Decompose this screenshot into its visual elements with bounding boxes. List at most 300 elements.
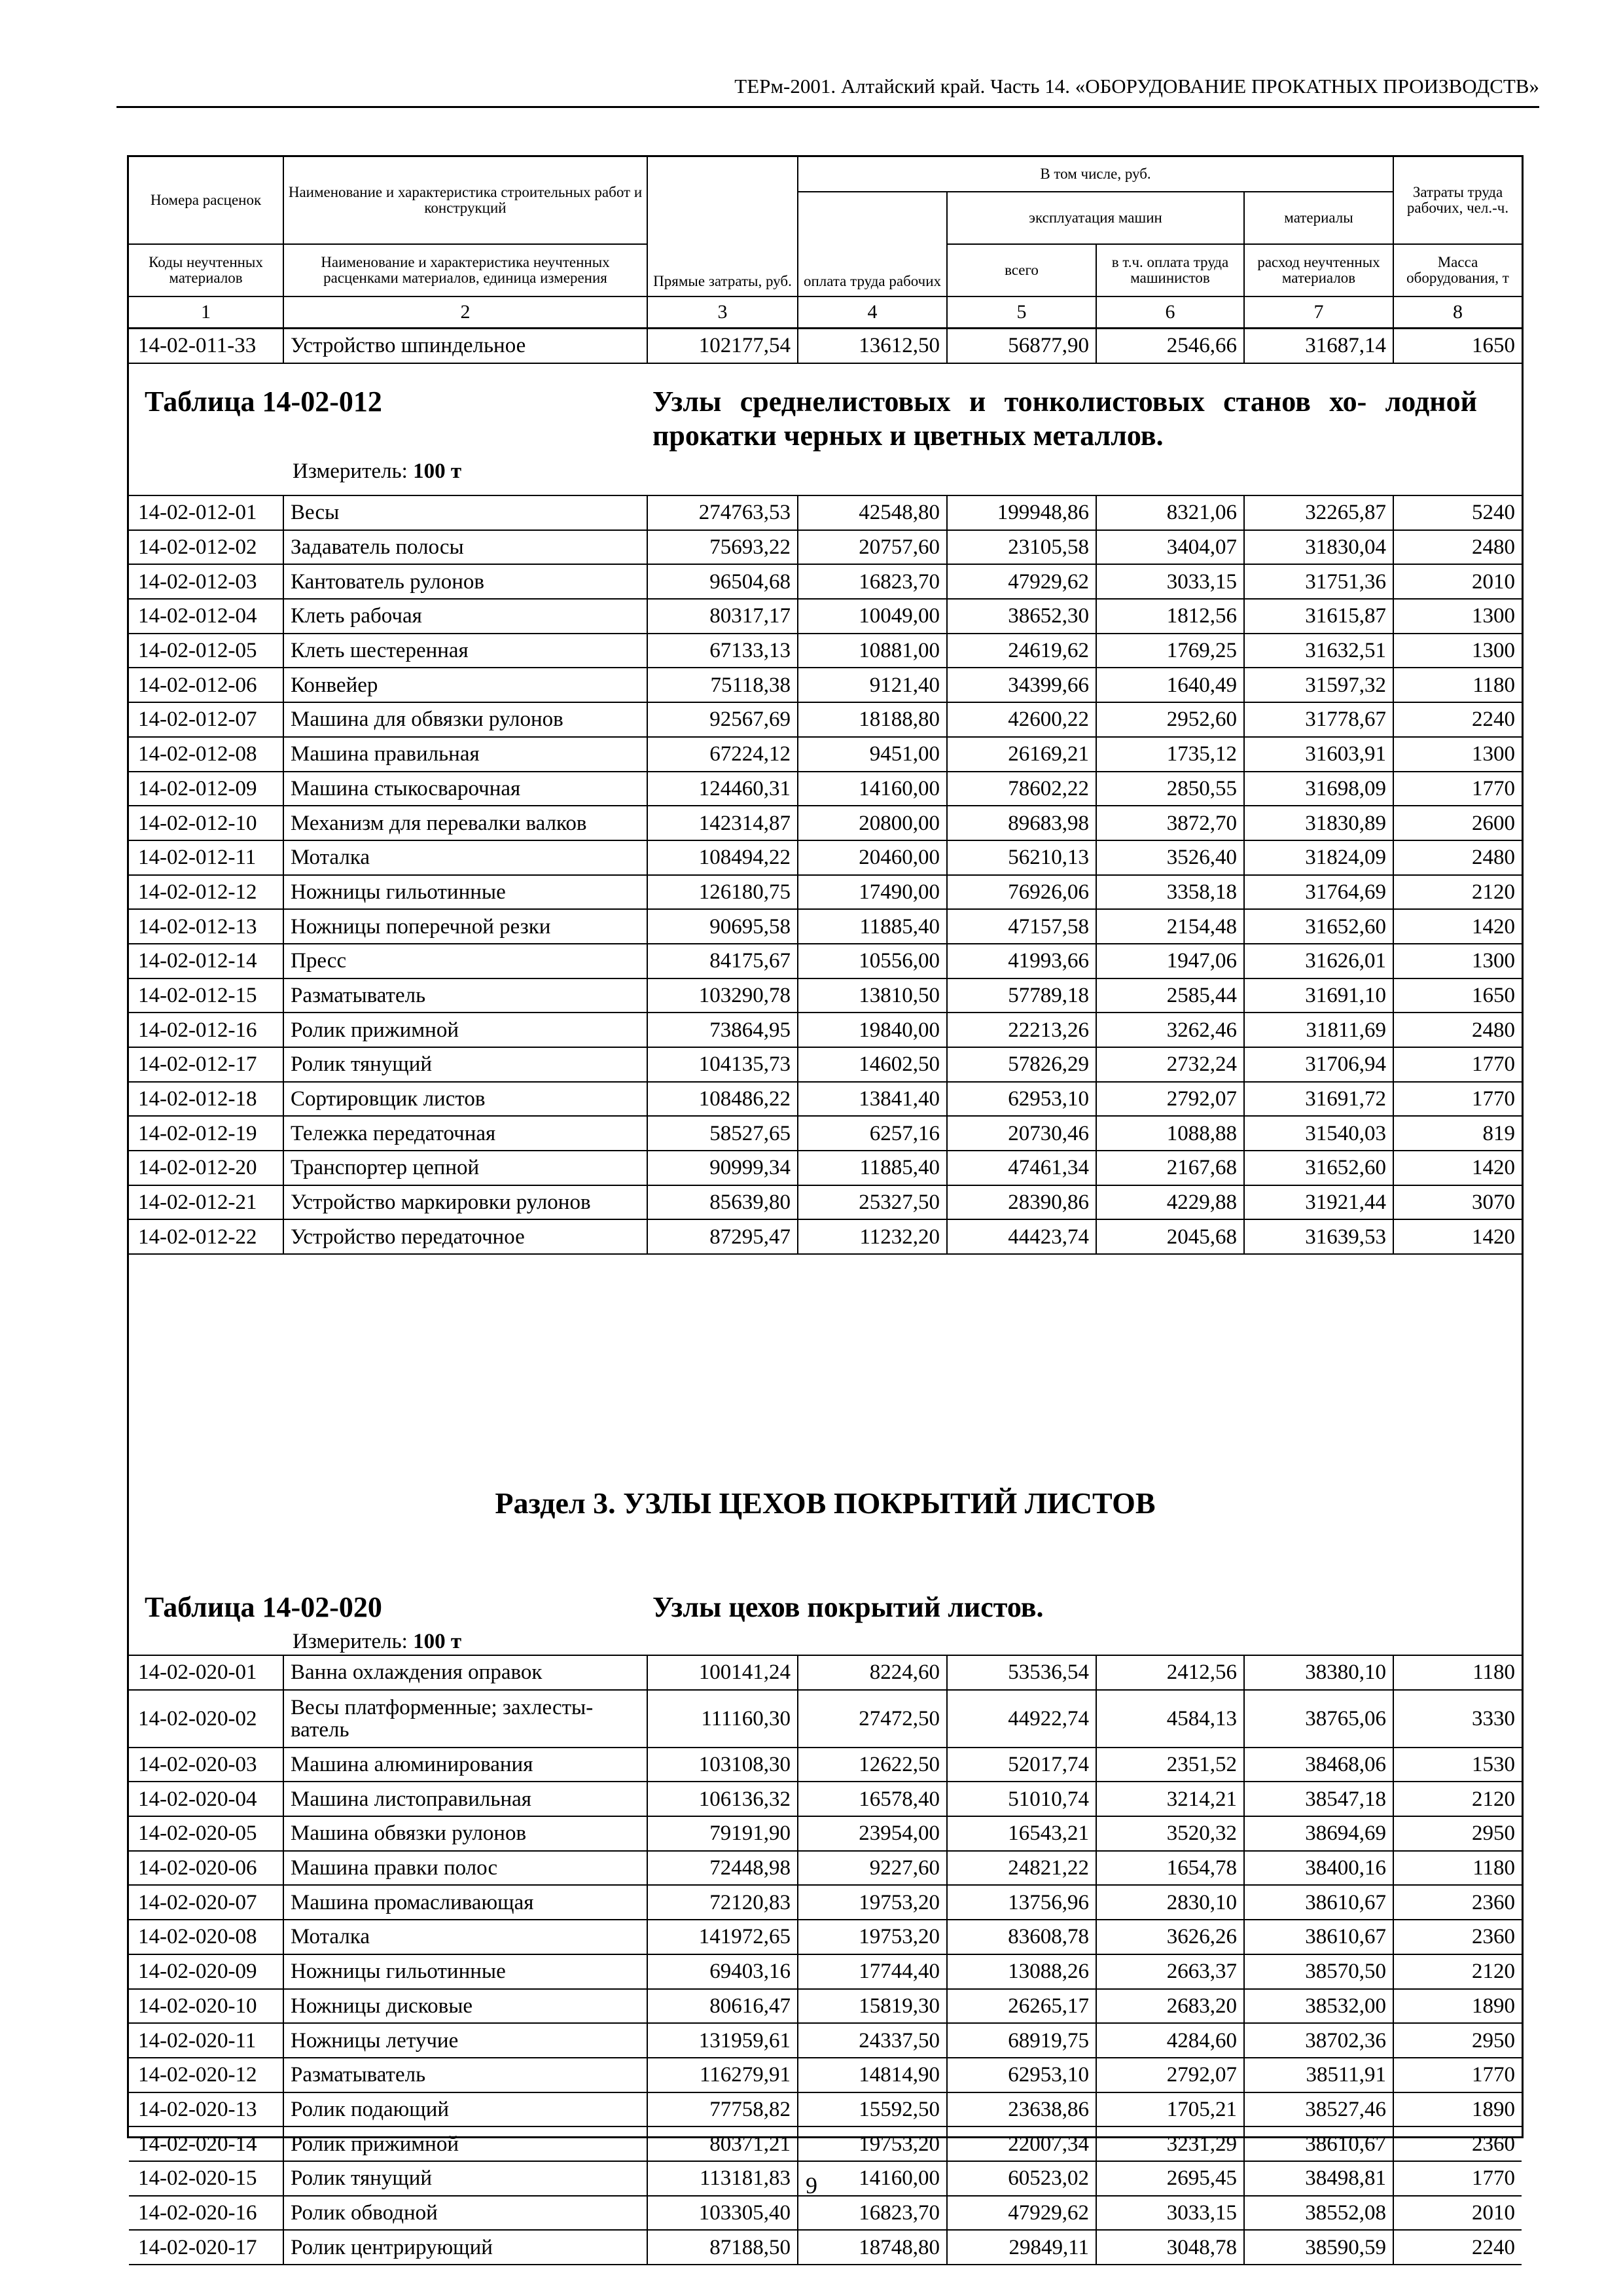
materials-cost: 31698,09 xyxy=(1244,772,1393,806)
equipment-mass: 3330 xyxy=(1393,1690,1522,1748)
operator-cost: 3033,15 xyxy=(1096,564,1244,599)
operator-cost: 2546,66 xyxy=(1096,329,1244,363)
labor-cost: 19753,20 xyxy=(798,1920,947,1954)
work-name: Ролик прижимной xyxy=(283,2126,647,2161)
materials-cost: 38547,18 xyxy=(1244,1782,1393,1816)
rate-code: 14-02-020-06 xyxy=(129,1851,283,1886)
table-012 xyxy=(129,495,1522,1255)
rate-code: 14-02-012-07 xyxy=(129,702,283,737)
table-020-title: Узлы цехов покрытий листов. xyxy=(652,1591,1044,1623)
machine-cost: 16543,21 xyxy=(947,1816,1096,1851)
materials-cost: 31830,04 xyxy=(1244,530,1393,565)
materials-cost: 31652,60 xyxy=(1244,1151,1393,1185)
labor-cost: 10556,00 xyxy=(798,944,947,978)
materials-cost: 38610,67 xyxy=(1244,1885,1393,1920)
table-row xyxy=(129,978,1522,1013)
rate-code: 14-02-020-17 xyxy=(129,2230,283,2265)
direct-cost: 274763,53 xyxy=(647,495,798,530)
operator-cost: 1088,88 xyxy=(1096,1116,1244,1151)
machine-cost: 56210,13 xyxy=(947,840,1096,875)
rate-code: 14-02-012-03 xyxy=(129,564,283,599)
table-row xyxy=(129,1219,1522,1254)
work-name: Ножницы поперечной резки xyxy=(283,909,647,944)
machine-cost: 52017,74 xyxy=(947,1748,1096,1782)
direct-cost: 108494,22 xyxy=(647,840,798,875)
materials-cost: 38570,50 xyxy=(1244,1954,1393,1989)
materials-cost: 31706,94 xyxy=(1244,1047,1393,1082)
labor-cost: 13612,50 xyxy=(798,329,947,363)
equipment-mass: 2480 xyxy=(1393,530,1522,565)
rate-code: 14-02-012-17 xyxy=(129,1047,283,1082)
page-number: 9 xyxy=(806,2172,817,2198)
table-row xyxy=(129,1851,1522,1886)
measure-label: Измеритель: xyxy=(293,1630,408,1653)
machine-cost: 13756,96 xyxy=(947,1885,1096,1920)
work-name: Сортировщик листов xyxy=(283,1082,647,1117)
equipment-mass: 1180 xyxy=(1393,1851,1522,1886)
direct-cost: 87188,50 xyxy=(647,2230,798,2265)
equipment-mass: 1180 xyxy=(1393,1655,1522,1690)
header-col3: Прямые затраты, руб. xyxy=(647,157,798,296)
machine-cost: 47157,58 xyxy=(947,909,1096,944)
rate-code: 14-02-020-16 xyxy=(129,2196,283,2231)
labor-cost: 13810,50 xyxy=(798,978,947,1013)
labor-cost: 27472,50 xyxy=(798,1690,947,1748)
header-group: В том числе, руб. xyxy=(798,157,1393,192)
table-row xyxy=(129,329,1522,363)
machine-cost: 29849,11 xyxy=(947,2230,1096,2265)
work-name: Устройство передаточное xyxy=(283,1219,647,1254)
table-row xyxy=(129,1690,1522,1748)
labor-cost: 16578,40 xyxy=(798,1782,947,1816)
direct-cost: 73864,95 xyxy=(647,1013,798,1047)
labor-cost: 42548,80 xyxy=(798,495,947,530)
machine-cost: 47461,34 xyxy=(947,1151,1096,1185)
direct-cost: 103108,30 xyxy=(647,1748,798,1782)
machine-cost: 23638,86 xyxy=(947,2092,1096,2127)
machine-cost: 56877,90 xyxy=(947,329,1096,363)
rate-code: 14-02-020-09 xyxy=(129,1954,283,1989)
materials-cost: 31811,69 xyxy=(1244,1013,1393,1047)
equipment-mass: 2240 xyxy=(1393,2230,1522,2265)
labor-cost: 19840,00 xyxy=(798,1013,947,1047)
operator-cost: 2351,52 xyxy=(1096,1748,1244,1782)
operator-cost: 1705,21 xyxy=(1096,2092,1244,2127)
header-col4: оплата труда рабочих xyxy=(798,192,947,296)
work-name: Весы xyxy=(283,495,647,530)
equipment-mass: 1770 xyxy=(1393,2058,1522,2092)
work-name: Ролик прижимной xyxy=(283,1013,647,1047)
table-row xyxy=(129,599,1522,634)
labor-cost: 25327,50 xyxy=(798,1185,947,1220)
rate-code: 14-02-011-33 xyxy=(129,329,283,363)
materials-cost: 38765,06 xyxy=(1244,1690,1393,1748)
machine-cost: 62953,10 xyxy=(947,2058,1096,2092)
operator-cost: 3872,70 xyxy=(1096,806,1244,840)
machine-cost: 34399,66 xyxy=(947,668,1096,702)
labor-cost: 20800,00 xyxy=(798,806,947,840)
machine-cost: 22213,26 xyxy=(947,1013,1096,1047)
work-name: Устройство маркировки рулонов xyxy=(283,1185,647,1220)
equipment-mass: 1770 xyxy=(1393,772,1522,806)
equipment-mass: 2950 xyxy=(1393,2023,1522,2058)
equipment-mass: 2010 xyxy=(1393,564,1522,599)
table-row xyxy=(129,2023,1522,2058)
operator-cost: 1735,12 xyxy=(1096,737,1244,772)
direct-cost: 108486,22 xyxy=(647,1082,798,1117)
materials-cost: 31824,09 xyxy=(1244,840,1393,875)
materials-cost: 38590,59 xyxy=(1244,2230,1393,2265)
work-name: Весы платформенные; захлесты- ватель xyxy=(283,1690,647,1748)
machine-cost: 13088,26 xyxy=(947,1954,1096,1989)
direct-cost: 124460,31 xyxy=(647,772,798,806)
table-row xyxy=(129,1920,1522,1954)
machine-cost: 20730,46 xyxy=(947,1116,1096,1151)
direct-cost: 113181,83 xyxy=(647,2161,798,2196)
labor-cost: 17744,40 xyxy=(798,1954,947,1989)
equipment-mass: 1420 xyxy=(1393,909,1522,944)
materials-cost: 31687,14 xyxy=(1244,329,1393,363)
table-row xyxy=(129,1013,1522,1047)
materials-cost: 38610,67 xyxy=(1244,1920,1393,1954)
machine-cost: 89683,98 xyxy=(947,806,1096,840)
equipment-mass: 1300 xyxy=(1393,944,1522,978)
operator-cost: 1640,49 xyxy=(1096,668,1244,702)
work-name: Клеть шестеренная xyxy=(283,634,647,668)
operator-cost: 2792,07 xyxy=(1096,2058,1244,2092)
machine-cost: 22007,34 xyxy=(947,2126,1096,2161)
column-number: 5 xyxy=(947,296,1096,328)
direct-cost: 142314,87 xyxy=(647,806,798,840)
section-title: Раздел 3. УЗЛЫ ЦЕХОВ ПОКРЫТИЙ ЛИСТОВ xyxy=(495,1486,1156,1520)
header-col1-top: Номера расценок xyxy=(129,157,283,244)
page-header: ТЕРм-2001. Алтайский край. Часть 14. «ОБОРУДОВАНИЕ ПРОКАТНЫХ ПРОИЗВОДСТВ» xyxy=(116,73,1539,108)
column-number: 2 xyxy=(283,296,647,328)
direct-cost: 75118,38 xyxy=(647,668,798,702)
table-012-number: Таблица 14-02-012 xyxy=(145,386,382,418)
operator-cost: 3262,46 xyxy=(1096,1013,1244,1047)
operator-cost: 2585,44 xyxy=(1096,978,1244,1013)
table-row xyxy=(129,634,1522,668)
direct-cost: 85639,80 xyxy=(647,1185,798,1220)
table-row xyxy=(129,1782,1522,1816)
machine-cost: 24619,62 xyxy=(947,634,1096,668)
table-row xyxy=(129,564,1522,599)
direct-cost: 103305,40 xyxy=(647,2196,798,2231)
labor-cost: 14602,50 xyxy=(798,1047,947,1082)
direct-cost: 87295,47 xyxy=(647,1219,798,1254)
operator-cost: 3626,26 xyxy=(1096,1920,1244,1954)
labor-cost: 14160,00 xyxy=(798,2161,947,2196)
direct-cost: 77758,82 xyxy=(647,2092,798,2127)
header-col1-bottom: Коды неучтенных материалов xyxy=(129,244,283,296)
operator-cost: 2167,68 xyxy=(1096,1151,1244,1185)
materials-cost: 31830,89 xyxy=(1244,806,1393,840)
table-020-measure xyxy=(293,1630,461,1654)
labor-cost: 10049,00 xyxy=(798,599,947,634)
machine-cost: 42600,22 xyxy=(947,702,1096,737)
rate-code: 14-02-012-19 xyxy=(129,1116,283,1151)
labor-cost: 17490,00 xyxy=(798,875,947,910)
operator-cost: 2412,56 xyxy=(1096,1655,1244,1690)
labor-cost: 19753,20 xyxy=(798,2126,947,2161)
labor-cost: 9121,40 xyxy=(798,668,947,702)
materials-cost: 31691,72 xyxy=(1244,1082,1393,1117)
work-name: Ролик подающий xyxy=(283,2092,647,2127)
rate-code: 14-02-012-12 xyxy=(129,875,283,910)
rate-code: 14-02-020-08 xyxy=(129,1920,283,1954)
column-number: 6 xyxy=(1096,296,1244,328)
header-col2-top: Наименование и характеристика строительных работ и конструкций xyxy=(283,157,647,244)
rate-code: 14-02-012-21 xyxy=(129,1185,283,1220)
direct-cost: 96504,68 xyxy=(647,564,798,599)
direct-cost: 72448,98 xyxy=(647,1851,798,1886)
operator-cost: 8321,06 xyxy=(1096,495,1244,530)
equipment-mass: 3070 xyxy=(1393,1185,1522,1220)
work-name: Устройство шпиндельное xyxy=(283,329,647,363)
labor-cost: 19753,20 xyxy=(798,1885,947,1920)
direct-cost: 79191,90 xyxy=(647,1816,798,1851)
work-name: Ванна охлаждения оправок xyxy=(283,1655,647,1690)
equipment-mass: 1300 xyxy=(1393,737,1522,772)
equipment-mass: 819 xyxy=(1393,1116,1522,1151)
direct-cost: 69403,16 xyxy=(647,1954,798,1989)
labor-cost: 15819,30 xyxy=(798,1989,947,2024)
equipment-mass: 1890 xyxy=(1393,2092,1522,2127)
rate-code: 14-02-020-13 xyxy=(129,2092,283,2127)
table-020-number: Таблица 14-02-020 xyxy=(145,1591,382,1623)
machine-cost: 76926,06 xyxy=(947,875,1096,910)
direct-cost: 58527,65 xyxy=(647,1116,798,1151)
direct-cost: 80371,21 xyxy=(647,2126,798,2161)
equipment-mass: 1420 xyxy=(1393,1219,1522,1254)
operator-cost: 2792,07 xyxy=(1096,1082,1244,1117)
work-name: Машина алюминирования xyxy=(283,1748,647,1782)
machine-cost: 68919,75 xyxy=(947,2023,1096,2058)
operator-cost: 3404,07 xyxy=(1096,530,1244,565)
labor-cost: 20460,00 xyxy=(798,840,947,875)
header-col8-bottom: Масса оборудования, т xyxy=(1393,244,1522,296)
direct-cost: 131959,61 xyxy=(647,2023,798,2058)
labor-cost: 10881,00 xyxy=(798,634,947,668)
table-row xyxy=(129,1885,1522,1920)
machine-cost: 78602,22 xyxy=(947,772,1096,806)
materials-cost: 31632,51 xyxy=(1244,634,1393,668)
materials-cost: 38532,00 xyxy=(1244,1989,1393,2024)
work-name: Ножницы летучие xyxy=(283,2023,647,2058)
materials-cost: 38702,36 xyxy=(1244,2023,1393,2058)
labor-cost: 9451,00 xyxy=(798,737,947,772)
machine-cost: 83608,78 xyxy=(947,1920,1096,1954)
machine-cost: 28390,86 xyxy=(947,1185,1096,1220)
carry-over-table xyxy=(129,328,1522,364)
operator-cost: 2683,20 xyxy=(1096,1989,1244,2024)
column-number: 8 xyxy=(1393,296,1522,328)
equipment-mass: 2010 xyxy=(1393,2196,1522,2231)
machine-cost: 44922,74 xyxy=(947,1690,1096,1748)
rate-code: 14-02-012-10 xyxy=(129,806,283,840)
machine-cost: 51010,74 xyxy=(947,1782,1096,1816)
materials-cost: 31639,53 xyxy=(1244,1219,1393,1254)
work-name: Механизм для перевалки валков xyxy=(283,806,647,840)
operator-cost: 2850,55 xyxy=(1096,772,1244,806)
machine-cost: 53536,54 xyxy=(947,1655,1096,1690)
work-name: Машина правильная xyxy=(283,737,647,772)
rate-code: 14-02-012-02 xyxy=(129,530,283,565)
equipment-mass: 1300 xyxy=(1393,634,1522,668)
table-row xyxy=(129,840,1522,875)
table-row xyxy=(129,1989,1522,2024)
direct-cost: 67133,13 xyxy=(647,634,798,668)
equipment-mass: 1650 xyxy=(1393,978,1522,1013)
rate-code: 14-02-020-05 xyxy=(129,1816,283,1851)
materials-cost: 38380,10 xyxy=(1244,1655,1393,1690)
table-row xyxy=(129,1082,1522,1117)
direct-cost: 102177,54 xyxy=(647,329,798,363)
machine-cost: 47929,62 xyxy=(947,2196,1096,2231)
table-row xyxy=(129,530,1522,565)
operator-cost: 4584,13 xyxy=(1096,1690,1244,1748)
rate-code: 14-02-012-18 xyxy=(129,1082,283,1117)
labor-cost: 11885,40 xyxy=(798,909,947,944)
equipment-mass: 2120 xyxy=(1393,875,1522,910)
materials-cost: 38498,81 xyxy=(1244,2161,1393,2196)
direct-cost: 92567,69 xyxy=(647,702,798,737)
work-name: Кантователь рулонов xyxy=(283,564,647,599)
machine-cost: 47929,62 xyxy=(947,564,1096,599)
materials-cost: 31603,91 xyxy=(1244,737,1393,772)
column-number: 4 xyxy=(798,296,947,328)
equipment-mass: 1300 xyxy=(1393,599,1522,634)
work-name: Ролик обводной xyxy=(283,2196,647,2231)
work-name: Ножницы гильотинные xyxy=(283,875,647,910)
operator-cost: 2732,24 xyxy=(1096,1047,1244,1082)
operator-cost: 2952,60 xyxy=(1096,702,1244,737)
operator-cost: 3520,32 xyxy=(1096,1816,1244,1851)
materials-cost: 31691,10 xyxy=(1244,978,1393,1013)
direct-cost: 90999,34 xyxy=(647,1151,798,1185)
operator-cost: 1947,06 xyxy=(1096,944,1244,978)
work-name: Машина обвязки рулонов xyxy=(283,1816,647,1851)
column-number: 7 xyxy=(1244,296,1393,328)
rate-code: 14-02-020-11 xyxy=(129,2023,283,2058)
equipment-mass: 2360 xyxy=(1393,2126,1522,2161)
equipment-mass: 1890 xyxy=(1393,1989,1522,2024)
machine-cost: 38652,30 xyxy=(947,599,1096,634)
materials-cost: 31921,44 xyxy=(1244,1185,1393,1220)
direct-cost: 104135,73 xyxy=(647,1047,798,1082)
materials-cost: 38511,91 xyxy=(1244,2058,1393,2092)
materials-cost: 31764,69 xyxy=(1244,875,1393,910)
operator-cost: 1769,25 xyxy=(1096,634,1244,668)
rate-code: 14-02-020-02 xyxy=(129,1690,283,1748)
table-row xyxy=(129,1116,1522,1151)
materials-cost: 38694,69 xyxy=(1244,1816,1393,1851)
rate-code: 14-02-020-15 xyxy=(129,2161,283,2196)
equipment-mass: 5240 xyxy=(1393,495,1522,530)
equipment-mass: 1420 xyxy=(1393,1151,1522,1185)
rate-code: 14-02-012-06 xyxy=(129,668,283,702)
equipment-mass: 1650 xyxy=(1393,329,1522,363)
labor-cost: 6257,16 xyxy=(798,1116,947,1151)
operator-cost: 3358,18 xyxy=(1096,875,1244,910)
work-name: Ролик тянущий xyxy=(283,2161,647,2196)
equipment-mass: 2360 xyxy=(1393,1920,1522,1954)
direct-cost: 106136,32 xyxy=(647,1782,798,1816)
column-number: 1 xyxy=(129,296,283,328)
rate-code: 14-02-020-01 xyxy=(129,1655,283,1690)
operator-cost: 3033,15 xyxy=(1096,2196,1244,2231)
labor-cost: 16823,70 xyxy=(798,564,947,599)
labor-cost: 8224,60 xyxy=(798,1655,947,1690)
materials-cost: 31615,87 xyxy=(1244,599,1393,634)
table-012-measure xyxy=(293,459,461,484)
direct-cost: 84175,67 xyxy=(647,944,798,978)
operator-cost: 2695,45 xyxy=(1096,2161,1244,2196)
work-name: Конвейер xyxy=(283,668,647,702)
table-row xyxy=(129,944,1522,978)
materials-cost: 38610,67 xyxy=(1244,2126,1393,2161)
equipment-mass: 2480 xyxy=(1393,1013,1522,1047)
header-col7: расход неучтенных материалов xyxy=(1244,244,1393,296)
direct-cost: 126180,75 xyxy=(647,875,798,910)
equipment-mass: 1770 xyxy=(1393,1082,1522,1117)
direct-cost: 111160,30 xyxy=(647,1690,798,1748)
labor-cost: 11232,20 xyxy=(798,1219,947,1254)
table-row xyxy=(129,875,1522,910)
table-row xyxy=(129,737,1522,772)
operator-cost: 2154,48 xyxy=(1096,909,1244,944)
equipment-mass: 2950 xyxy=(1393,1816,1522,1851)
equipment-mass: 2360 xyxy=(1393,1885,1522,1920)
work-name: Транспортер цепной xyxy=(283,1151,647,1185)
rate-code: 14-02-020-07 xyxy=(129,1885,283,1920)
machine-cost: 26169,21 xyxy=(947,737,1096,772)
machine-cost: 57789,18 xyxy=(947,978,1096,1013)
equipment-mass: 2600 xyxy=(1393,806,1522,840)
work-name: Машина правки полос xyxy=(283,1851,647,1886)
direct-cost: 116279,91 xyxy=(647,2058,798,2092)
materials-cost: 31597,32 xyxy=(1244,668,1393,702)
table-row xyxy=(129,1748,1522,1782)
materials-cost: 31751,36 xyxy=(1244,564,1393,599)
rate-code: 14-02-012-04 xyxy=(129,599,283,634)
work-name: Разматыватель xyxy=(283,978,647,1013)
table-row xyxy=(129,2126,1522,2161)
materials-cost: 31540,03 xyxy=(1244,1116,1393,1151)
work-name: Задаватель полосы xyxy=(283,530,647,565)
operator-cost: 1812,56 xyxy=(1096,599,1244,634)
rate-code: 14-02-012-08 xyxy=(129,737,283,772)
rate-code: 14-02-020-03 xyxy=(129,1748,283,1782)
header-col5: всего xyxy=(947,244,1096,296)
work-name: Тележка передаточная xyxy=(283,1116,647,1151)
table-row xyxy=(129,1954,1522,1989)
rate-code: 14-02-012-11 xyxy=(129,840,283,875)
header-col2-bottom: Наименование и характеристика неучтенных расценками материалов, единица измерения xyxy=(283,244,647,296)
operator-cost: 3526,40 xyxy=(1096,840,1244,875)
labor-cost: 14814,90 xyxy=(798,2058,947,2092)
materials-cost: 38552,08 xyxy=(1244,2196,1393,2231)
equipment-mass: 1770 xyxy=(1393,2161,1522,2196)
table-row xyxy=(129,909,1522,944)
table-row xyxy=(129,495,1522,530)
work-name: Машина для обвязки рулонов xyxy=(283,702,647,737)
work-name: Моталка xyxy=(283,1920,647,1954)
header-materials: материалы xyxy=(1244,192,1393,244)
operator-cost: 2045,68 xyxy=(1096,1219,1244,1254)
machine-cost: 62953,10 xyxy=(947,1082,1096,1117)
